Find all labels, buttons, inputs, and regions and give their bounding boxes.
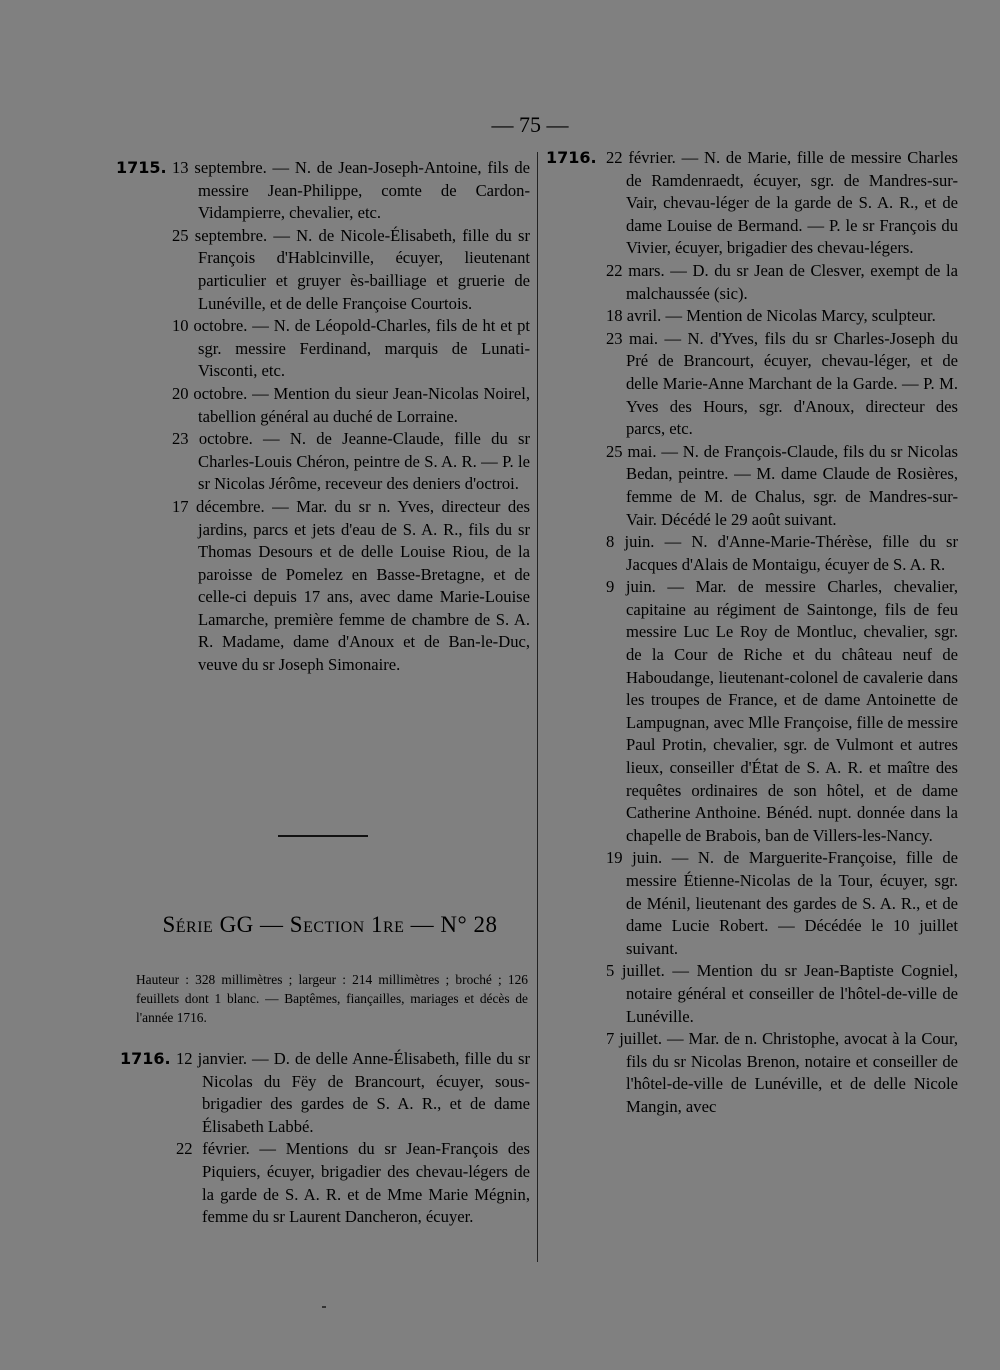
entry-text: 9 juin. — Mar. de messire Charles, chevalier, capitaine au régiment de Saintonge, fils de feu messire Luc Le Roy de Montluc, chevalier, sgr. de la Cour de Riche et du château neuf de Haboudange, lieutenant-colonel de cavalerie dans les troupes de France, et de dame Antoinette de Lampugnan, avec Mlle Françoise, fille de messire Paul Protin, chevalier, sgr. de Vulmont et autres lieux, conseiller d'État de S. A. R. et maître des requêtes ordinaires de son hôtel, et de dame Catherine Anthoine. Bénéd. nupt. donnée dans la chapelle de Brabois, ban de Villers-les-Nancy. — [606, 577, 958, 845]
entry — [546, 305, 958, 328]
entry — [116, 383, 530, 428]
series-description: Hauteur : 328 millimètres ; largeur : 214 millimètres ; broché ; 126 feuillets dont 1 blanc. — Baptêmes, fiançailles, mariages et décès de l'année 1716. — [136, 972, 528, 1025]
series-heading: Série GG — Section 1re — N° 28 — [162, 912, 498, 937]
entry-text: 10 octobre. — N. de Léopold-Charles, fils de ht et pt sgr. messire Ferdinand, marquis de Lunati-Visconti, etc. — [172, 316, 530, 381]
entry-text: 8 juin. — N. d'Anne-Marie-Thérèse, fille du sr Jacques d'Alais de Montaigu, écuyer de S. A. R. — [606, 532, 958, 574]
entry-text: 25 mai. — N. de François-Claude, fils du sr Nicolas Bedan, peintre. — M. dame Claude de Rosières, femme de M. de Chalus, sgr. de Mandres-sur-Vair. Décédé le 29 août suivant. — [606, 441, 958, 529]
year-label: 1716. — [546, 148, 597, 167]
entry — [546, 960, 958, 1028]
entry-text: 20 octobre. — Mention du sieur Jean-Nicolas Noirel, tabellion général au duché de Lorraine. — [172, 383, 530, 426]
print-mark — [322, 1306, 326, 1308]
entry — [546, 441, 958, 531]
entry — [546, 531, 958, 576]
right-column — [546, 147, 958, 1119]
entry — [116, 315, 530, 383]
left-column-continued — [120, 1048, 530, 1229]
entry — [120, 1138, 530, 1228]
entry — [116, 496, 530, 677]
entry-text: 22 mars. — D. du sr Jean de Clesver, exempt de la malchaussée (sic). — [606, 260, 958, 303]
entry — [546, 847, 958, 960]
year-label: 1715. — [116, 158, 167, 177]
entry — [116, 157, 530, 225]
page-number: — 75 — — [491, 112, 569, 137]
entry-text: 7 juillet. — Mar. de n. Christophe, avocat à la Cour, fils du sr Nicolas Brenon, notaire et conseiller de l'hôtel-de-ville de Lunéville, et de delle Nicole Mangin, avec — [606, 1029, 958, 1116]
entry — [546, 1028, 958, 1118]
entry-text: 22 février. — Mentions du sr Jean-François des Piquiers, écuyer, brigadier des chevau-légers de la garde de S. A. R. et de Mme Marie Mégnin, femme du sr Laurent Dancheron, écuyer. — [176, 1139, 530, 1227]
left-column — [116, 157, 530, 677]
entry — [120, 1048, 530, 1138]
entry — [116, 428, 530, 496]
entry-text: 23 octobre. — N. de Jeanne-Claude, fille du sr Charles-Louis Chéron, peintre de S. A. R. — P. le sr Nicolas Jérôme, receveur des deniers d'octroi. — [172, 429, 530, 494]
column-divider — [537, 152, 538, 1262]
entry — [546, 147, 958, 260]
entry-text: 13 septembre. — N. de Jean-Joseph-Antoine, fils de messire Jean-Philippe, comte de Cardon-Vidampierre, chevalier, etc. — [172, 158, 530, 223]
entry-text: 22 février. — N. de Marie, fille de messire Charles de Ramdenraedt, écuyer, sgr. de Mandres-sur-Vair, chevau-léger de la garde de S. A. R., et de dame Louise de Bermand. — P. le sr François du Vivier, écuyer, brigadier des chevau-légers. — [606, 148, 958, 258]
entry-text: 12 janvier. — D. de delle Anne-Élisabeth, fille du sr Nicolas du Fëy de Brancourt, écuyer, sous-brigadier des gardes de S. A. R., et de dame Élisabeth Labbé. — [176, 1049, 530, 1136]
entry-text: 18 avril. — Mention de Nicolas Marcy, sculpteur. — [606, 306, 936, 326]
section-rule — [278, 835, 368, 837]
entry-text: 25 septembre. — N. de Nicole-Élisabeth, fille du sr François d'Hablcinville, écuyer, lieutenant particulier et gruyer ès-bailliage et gruerie de Lunéville, et de delle Françoise Courtois. — [172, 225, 530, 313]
entry — [116, 225, 530, 315]
entry — [546, 576, 958, 847]
entry — [546, 328, 958, 441]
year-label: 1716. — [120, 1049, 171, 1068]
entry — [546, 260, 958, 305]
entry-text: 23 mai. — N. d'Yves, fils du sr Charles-Joseph du Pré de Brancourt, écuyer, chevau-léger, et de delle Marie-Anne Marchant de la Garde. — P. M. Yves des Hours, sgr. d'Anoux, directeur des parcs, etc. — [606, 328, 958, 439]
entry-text: 19 juin. — N. de Marguerite-Françoise, fille de messire Étienne-Nicolas de la Tour, écuyer, sgr. de Ménil, lieutenant des gardes de S. A. R., et de dame Lucie Robert. — Décédée le 10 juillet suivant. — [606, 848, 958, 958]
entry-text: 5 juillet. — Mention du sr Jean-Baptiste Cogniel, notaire général et conseiller de l'hôtel-de-ville de Lunéville. — [606, 961, 958, 1026]
entry-text: 17 décembre. — Mar. du sr n. Yves, directeur des jardins, parcs et jets d'eau de S. A. R., fils du sr Thomas Desours et de delle Louise Riou, de la paroisse de Pomelez en Basse-Bretagne, et de celle-ci depuis 17 ans, avec dame Marie-Louise Lamarche, première femme de chambre de S. A. R. Madame, dame d'Anoux et de Ban-le-Duc, veuve du sr Joseph Simonaire. — [172, 496, 530, 675]
